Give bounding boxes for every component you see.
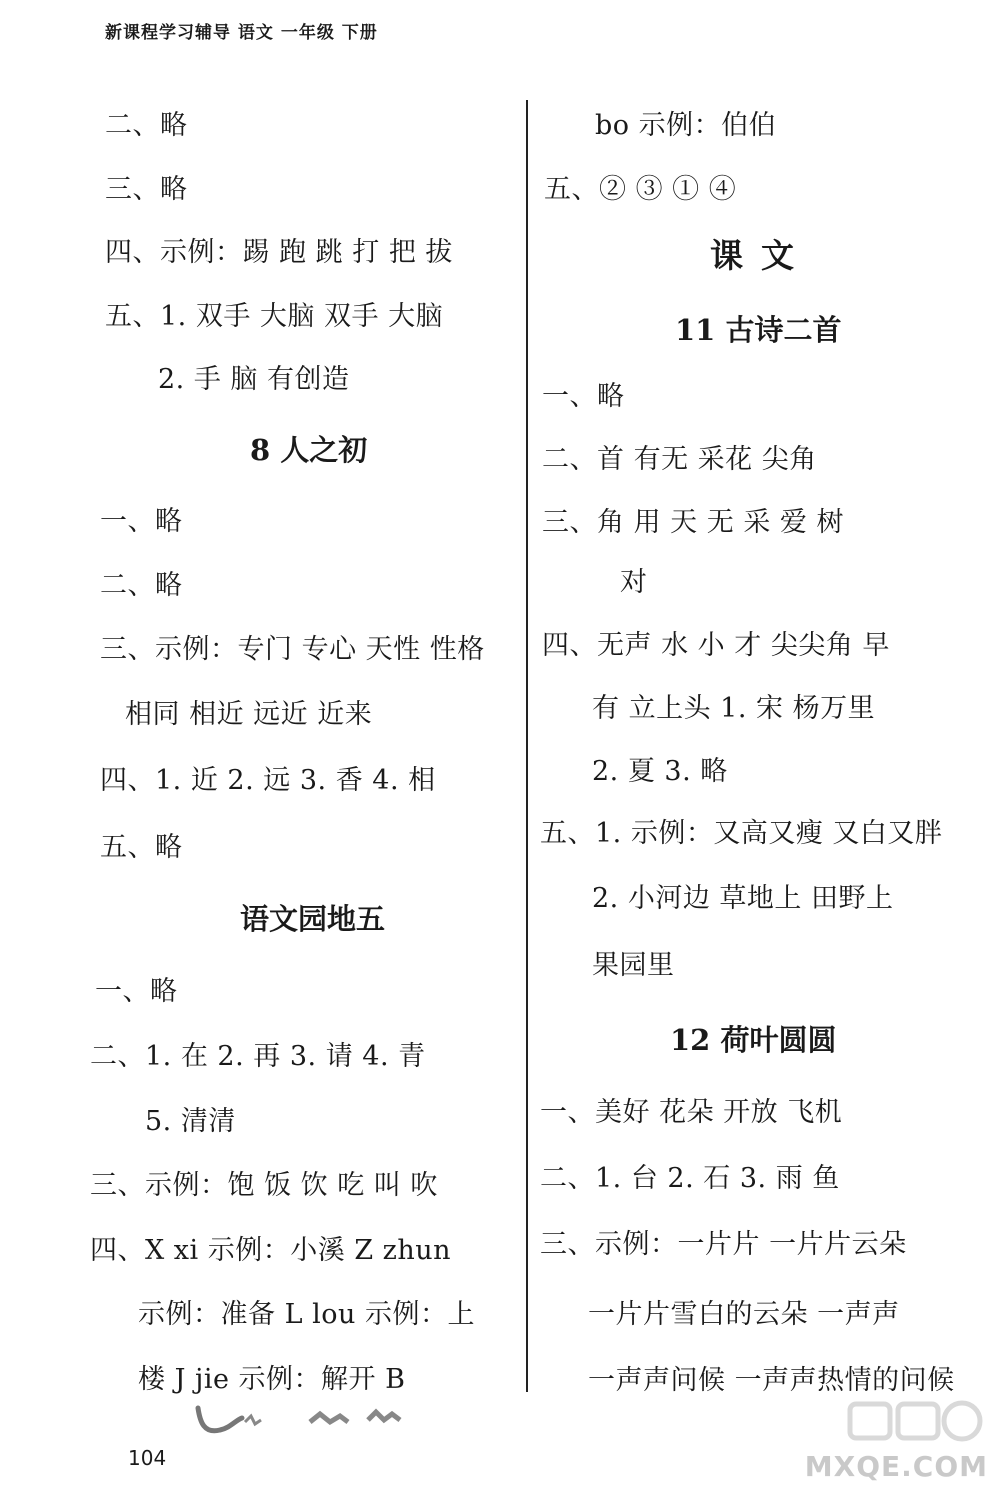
answer-line: 一片片雪白的云朵 一声声 xyxy=(588,1299,900,1330)
answer-line: 五、1. 示例：又高又瘦 又白又胖 xyxy=(540,818,943,849)
answer-line: 二、1. 台 2. 石 3. 雨 鱼 xyxy=(540,1163,840,1194)
answer-line: 2. 手 脑 有创造 xyxy=(158,364,350,395)
watermark-text: MXQE.COM xyxy=(804,1450,988,1483)
answer-line: 四、示例：踢 跑 跳 打 把 拔 xyxy=(105,237,453,268)
unit-heading: 课文 xyxy=(710,236,812,275)
answer-line: 有 立上头 1. 宋 杨万里 xyxy=(592,693,876,724)
answer-line: 对 xyxy=(620,567,648,598)
answer-line: 示例：准备 L lou 示例：上 xyxy=(138,1299,475,1330)
answer-line: 楼 J jie 示例：解开 B xyxy=(138,1364,406,1395)
section-heading: 8 人之初 xyxy=(250,433,368,467)
answer-line: 二、1. 在 2. 再 3. 请 4. 青 xyxy=(90,1041,426,1072)
answer-line: 一、略 xyxy=(542,381,625,412)
answer-line: 二、略 xyxy=(105,110,188,141)
decorative-doodle xyxy=(190,1400,420,1440)
section-heading: 语文园地五 xyxy=(240,902,386,936)
answer-line: 四、1. 近 2. 远 3. 香 4. 相 xyxy=(100,765,436,796)
column-divider xyxy=(526,100,528,1392)
answer-line: 2. 夏 3. 略 xyxy=(592,756,728,787)
answer-line: 二、略 xyxy=(100,570,183,601)
answer-line: 三、略 xyxy=(105,174,188,205)
answer-line: 三、角 用 天 无 采 爱 树 xyxy=(542,507,844,538)
answer-line: 四、X xi 示例：小溪 Z zhun xyxy=(90,1235,452,1266)
answer-line: 一声声问候 一声声热情的问候 xyxy=(588,1365,955,1396)
answer-line: 三、示例：饱 饭 饮 吃 叫 吹 xyxy=(90,1170,438,1201)
answer-line: 五、1. 双手 大脑 双手 大脑 xyxy=(105,301,444,332)
page-header: 新课程学习辅导 语文 一年级 下册 xyxy=(105,23,378,43)
answer-line: 四、无声 水 小 才 尖尖角 早 xyxy=(542,630,890,661)
page-number: 104 xyxy=(128,1446,167,1470)
answer-line: 五、略 xyxy=(100,832,183,863)
answer-line: 2. 小河边 草地上 田野上 xyxy=(592,883,894,914)
answer-line: 二、首 有无 采花 尖角 xyxy=(542,444,817,475)
section-heading: 12 荷叶圆圆 xyxy=(670,1023,837,1057)
answer-line: 一、略 xyxy=(95,976,178,1007)
answer-line: 一、略 xyxy=(100,506,183,537)
answer-line: 三、示例：专门 专心 天性 性格 xyxy=(100,634,485,665)
answer-line: 5. 清清 xyxy=(145,1106,236,1137)
answer-line: bo 示例：伯伯 xyxy=(595,110,777,141)
answer-line: 果园里 xyxy=(592,950,675,981)
section-heading: 11 古诗二首 xyxy=(675,313,842,347)
answer-line: 一、美好 花朵 开放 飞机 xyxy=(540,1097,843,1128)
answer-line: 三、示例：一片片 一片片云朵 xyxy=(540,1229,907,1260)
answer-line: 相同 相近 远近 近来 xyxy=(125,699,373,730)
answer-line: 五、② ③ ① ④ xyxy=(544,174,737,205)
